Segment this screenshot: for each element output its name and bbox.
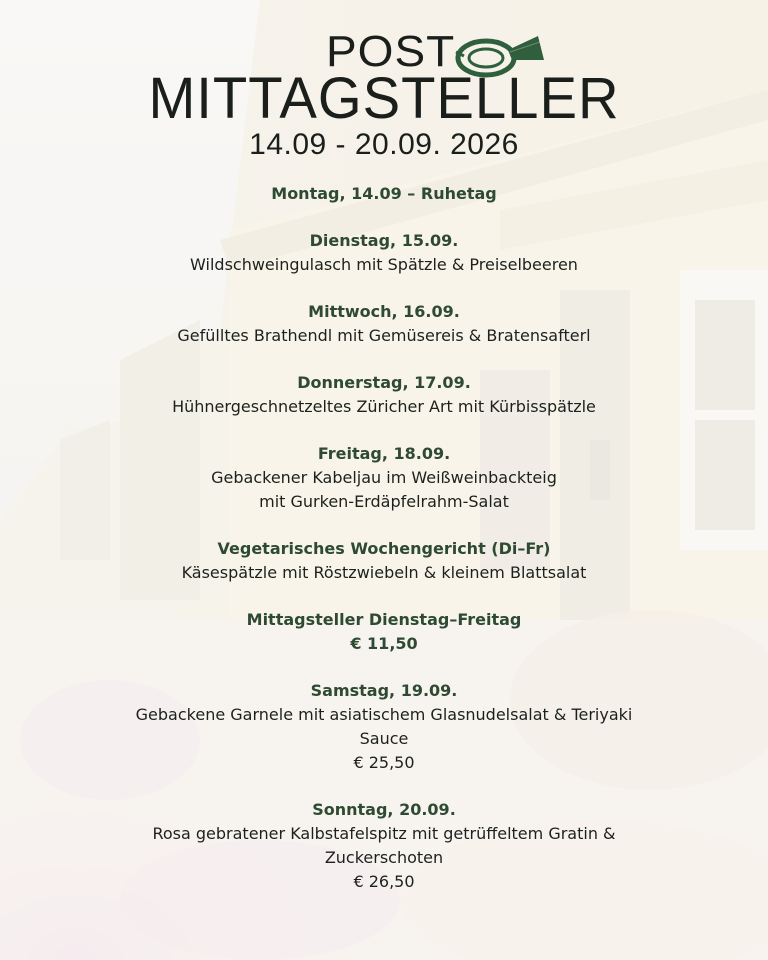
page-title: MITTAGSTELLER — [148, 66, 620, 131]
price-value: € 25,50 — [353, 753, 415, 772]
menu-day-wednesday — [60, 300, 708, 348]
menu-day-thursday — [60, 371, 708, 419]
menu-day-sunday — [60, 798, 708, 894]
dish-text-line2: Sauce — [359, 729, 409, 748]
price-value: € 26,50 — [353, 872, 415, 891]
dish-text-line1: Gebackene Garnele mit asiatischem Glasnudelsalat & Teriyaki — [135, 705, 633, 724]
dish-text-line2: Zuckerschoten — [324, 848, 444, 867]
header — [0, 26, 768, 166]
day-heading: Donnerstag, 17.09. — [297, 373, 471, 392]
date-range: 14.09 - 20.09. 2026 — [249, 128, 519, 161]
day-heading: Montag, 14.09 – Ruhetag — [271, 184, 497, 203]
menu-day-monday — [60, 182, 708, 206]
dish-text: Käsespätzle mit Röstzwiebeln & kleinem Blattsalat — [181, 563, 587, 582]
dish-text: Hühnergeschnetzeltes Züricher Art mit Kürbisspätzle — [172, 397, 596, 416]
dish-text: Wildschweingulasch mit Spätzle & Preiselbeeren — [190, 255, 578, 274]
day-heading: Mittwoch, 16.09. — [308, 302, 460, 321]
dish-text-line2: mit Gurken-Erdäpfelrahm-Salat — [259, 492, 509, 511]
dish-text-line1: Gebackener Kabeljau im Weißweinbackteig — [211, 468, 557, 487]
brand-title: POST — [326, 26, 456, 76]
dish-text-line1: Rosa gebratener Kalbstafelspitz mit getrüffeltem Gratin & — [152, 824, 616, 843]
menu-list — [60, 182, 708, 917]
day-heading: Samstag, 19.09. — [310, 681, 458, 700]
menu-day-saturday — [60, 679, 708, 775]
day-heading: Vegetarisches Wochengericht (Di–Fr) — [217, 539, 551, 558]
day-heading: Dienstag, 15.09. — [309, 231, 459, 250]
day-heading: Sonntag, 20.09. — [312, 800, 456, 819]
menu-day-friday — [60, 442, 708, 514]
price-value: € 11,50 — [350, 634, 418, 653]
menu-lunch-price — [60, 608, 708, 656]
price-label: Mittagsteller Dienstag–Freitag — [246, 610, 522, 629]
dish-text: Gefülltes Brathendl mit Gemüsereis & Bratensafterl — [177, 326, 591, 345]
menu-day-tuesday — [60, 229, 708, 277]
menu-vegetarian — [60, 537, 708, 585]
day-heading: Freitag, 18.09. — [317, 444, 451, 463]
